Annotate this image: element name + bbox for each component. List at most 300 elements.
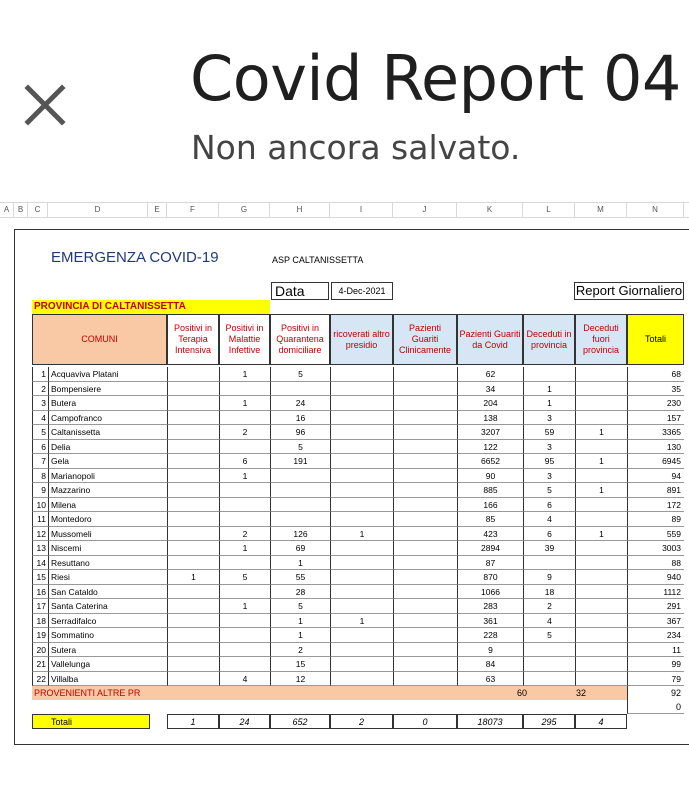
cell-i[interactable]	[330, 628, 393, 643]
column-header-h[interactable]: H	[270, 203, 330, 217]
total-terapia[interactable]: 1	[167, 714, 219, 729]
cell-k[interactable]: 138	[457, 411, 523, 426]
cell-l[interactable]	[523, 367, 575, 382]
cell-j[interactable]	[393, 541, 457, 556]
cell-g[interactable]: 1	[219, 469, 270, 484]
cell-j[interactable]	[393, 483, 457, 498]
cell-m[interactable]	[575, 585, 627, 600]
cell-n[interactable]: 17	[32, 599, 48, 614]
column-header-k[interactable]: K	[457, 203, 523, 217]
cell-i[interactable]	[330, 440, 393, 455]
cell-m[interactable]	[575, 570, 627, 585]
cell-n[interactable]: 18	[32, 614, 48, 629]
report-label[interactable]: Report Giornaliero	[575, 283, 683, 298]
total-deceduti-in[interactable]: 295	[523, 714, 575, 729]
cell-k[interactable]: 228	[457, 628, 523, 643]
cell-f[interactable]	[167, 541, 219, 556]
cell-i[interactable]	[330, 396, 393, 411]
cell-n[interactable]: 8	[32, 469, 48, 484]
cell-g[interactable]: 4	[219, 672, 270, 687]
header-deceduti-fuori[interactable]: Deceduti fuori provincia	[575, 314, 627, 365]
cell-t[interactable]: 559	[627, 527, 684, 542]
cell-m[interactable]	[575, 628, 627, 643]
cell-name[interactable]: Montedoro	[48, 512, 167, 527]
cell-i[interactable]: 1	[330, 527, 393, 542]
cell-f[interactable]	[167, 454, 219, 469]
cell-f[interactable]	[167, 643, 219, 658]
header-guariti-clinicamente[interactable]: Pazienti Guariti Clinicamente	[393, 314, 457, 365]
cell-m[interactable]: 1	[575, 527, 627, 542]
cell-f[interactable]	[167, 585, 219, 600]
cell-name[interactable]: Gela	[48, 454, 167, 469]
column-header-l[interactable]: L	[523, 203, 575, 217]
column-header-f[interactable]: F	[167, 203, 219, 217]
province-label[interactable]: PROVINCIA DI CALTANISSETTA	[32, 300, 270, 314]
cell-j[interactable]	[393, 411, 457, 426]
cell-name[interactable]: Campofranco	[48, 411, 167, 426]
total-malattie[interactable]: 24	[219, 714, 270, 729]
cell-k[interactable]: 90	[457, 469, 523, 484]
cell-k[interactable]: 870	[457, 570, 523, 585]
cell-n[interactable]: 11	[32, 512, 48, 527]
cell-n[interactable]: 6	[32, 440, 48, 455]
cell-t[interactable]: 130	[627, 440, 684, 455]
cell-l[interactable]	[523, 643, 575, 658]
cell-j[interactable]	[393, 599, 457, 614]
cell-k[interactable]: 204	[457, 396, 523, 411]
cell-f[interactable]	[167, 614, 219, 629]
cell-name[interactable]: Marianopoli	[48, 469, 167, 484]
cell-i[interactable]	[330, 367, 393, 382]
cell-h[interactable]: 12	[270, 672, 330, 687]
cell-j[interactable]	[393, 425, 457, 440]
cell-name[interactable]: Riesi	[48, 570, 167, 585]
cell-j[interactable]	[393, 628, 457, 643]
cell-l[interactable]: 9	[523, 570, 575, 585]
cell-m[interactable]	[575, 469, 627, 484]
header-comuni[interactable]: COMUNI	[32, 314, 167, 365]
cell-name[interactable]: Milena	[48, 498, 167, 513]
cell-h[interactable]: 5	[270, 599, 330, 614]
cell-m[interactable]	[575, 512, 627, 527]
cell-g[interactable]	[219, 512, 270, 527]
cell-f[interactable]	[167, 628, 219, 643]
cell-n[interactable]: 2	[32, 382, 48, 397]
cell-j[interactable]	[393, 614, 457, 629]
cell-j[interactable]	[393, 556, 457, 571]
cell-j[interactable]	[393, 454, 457, 469]
totals-label[interactable]: Totali	[32, 714, 150, 729]
header-quarantena[interactable]: Positivi in Quarantena domiciliare	[270, 314, 330, 365]
cell-i[interactable]	[330, 556, 393, 571]
cell-i[interactable]	[330, 599, 393, 614]
cell-k[interactable]: 87	[457, 556, 523, 571]
cell-h[interactable]: 96	[270, 425, 330, 440]
cell-h[interactable]: 1	[270, 556, 330, 571]
cell-i[interactable]	[330, 585, 393, 600]
cell-g[interactable]: 1	[219, 396, 270, 411]
header-terapia[interactable]: Positivi in Terapia Intensiva	[167, 314, 219, 365]
table-row	[32, 396, 684, 411]
cell-m[interactable]	[575, 411, 627, 426]
cell-m[interactable]	[575, 599, 627, 614]
cell-name[interactable]: Mussomeli	[48, 527, 167, 542]
cell-j[interactable]	[393, 396, 457, 411]
cell-h[interactable]: 15	[270, 657, 330, 672]
cell-t[interactable]: 291	[627, 599, 684, 614]
cell-f[interactable]	[167, 411, 219, 426]
cell-f[interactable]	[167, 425, 219, 440]
cell-j[interactable]	[393, 382, 457, 397]
table-row	[32, 512, 684, 527]
cell-m[interactable]	[575, 556, 627, 571]
cell-h[interactable]: 5	[270, 367, 330, 382]
table-row	[32, 628, 684, 643]
cell-f[interactable]: 1	[167, 570, 219, 585]
cell-k[interactable]: 1066	[457, 585, 523, 600]
cell-j[interactable]	[393, 672, 457, 687]
cell-i[interactable]	[330, 570, 393, 585]
cell-j[interactable]	[393, 527, 457, 542]
cell-m[interactable]	[575, 672, 627, 687]
cell-n[interactable]: 9	[32, 483, 48, 498]
cell-n[interactable]: 14	[32, 556, 48, 571]
table-row	[32, 585, 684, 600]
cell-name[interactable]: Bompensiere	[48, 382, 167, 397]
cell-t[interactable]: 367	[627, 614, 684, 629]
cell-f[interactable]	[167, 657, 219, 672]
cell-h[interactable]: 1	[270, 628, 330, 643]
cell-l[interactable]: 1	[523, 396, 575, 411]
cell-l[interactable]: 39	[523, 541, 575, 556]
cell-i[interactable]	[330, 512, 393, 527]
cell-i[interactable]	[330, 454, 393, 469]
header-deceduti-in[interactable]: Deceduti in provincia	[523, 314, 575, 365]
cell-f[interactable]	[167, 556, 219, 571]
provenienti-row[interactable]	[32, 686, 627, 700]
table-row	[32, 411, 684, 426]
cell-f[interactable]	[167, 396, 219, 411]
cell-t[interactable]: 68	[627, 367, 684, 382]
column-header-i[interactable]: I	[330, 203, 393, 217]
cell-n[interactable]: 5	[32, 425, 48, 440]
cell-m[interactable]: 1	[575, 425, 627, 440]
cell-f[interactable]	[167, 367, 219, 382]
emergency-title: EMERGENZA COVID-19	[51, 249, 219, 266]
cell-l[interactable]: 59	[523, 425, 575, 440]
cell-h[interactable]	[270, 483, 330, 498]
cell-m[interactable]: 1	[575, 483, 627, 498]
cell-g[interactable]	[219, 498, 270, 513]
cell-k[interactable]: 84	[457, 657, 523, 672]
cell-h[interactable]: 24	[270, 396, 330, 411]
cell-name[interactable]: Sommatino	[48, 628, 167, 643]
cell-k[interactable]: 63	[457, 672, 523, 687]
cell-f[interactable]	[167, 483, 219, 498]
cell-name[interactable]: Caltanissetta	[48, 425, 167, 440]
cell-f[interactable]	[167, 498, 219, 513]
cell-l[interactable]	[523, 672, 575, 687]
cell-name[interactable]: Serradifalco	[48, 614, 167, 629]
cell-n[interactable]: 10	[32, 498, 48, 513]
header-ricoverati[interactable]: ricoverati altro presidio	[330, 314, 393, 365]
cell-f[interactable]	[167, 469, 219, 484]
cell-l[interactable]	[523, 556, 575, 571]
cell-k[interactable]: 9	[457, 643, 523, 658]
column-header-c[interactable]: C	[28, 203, 48, 217]
table-row	[32, 657, 684, 672]
cell-h[interactable]: 16	[270, 411, 330, 426]
cell-j[interactable]	[393, 585, 457, 600]
cell-k[interactable]: 885	[457, 483, 523, 498]
cell-g[interactable]	[219, 585, 270, 600]
cell-i[interactable]	[330, 411, 393, 426]
cell-i[interactable]	[330, 672, 393, 687]
cell-i[interactable]: 1	[330, 614, 393, 629]
cell-n[interactable]: 1	[32, 367, 48, 382]
cell-t[interactable]: 89	[627, 512, 684, 527]
cell-k[interactable]: 6652	[457, 454, 523, 469]
cell-f[interactable]	[167, 599, 219, 614]
cell-h[interactable]: 1	[270, 614, 330, 629]
cell-j[interactable]	[393, 469, 457, 484]
table-row	[32, 454, 684, 469]
cell-h[interactable]: 28	[270, 585, 330, 600]
cell-n[interactable]: 19	[32, 628, 48, 643]
table-row	[32, 498, 684, 513]
cell-j[interactable]	[393, 440, 457, 455]
cell-name[interactable]: Acquaviva Platani	[48, 367, 167, 382]
cell-t[interactable]: 172	[627, 498, 684, 513]
cell-g[interactable]: 5	[219, 570, 270, 585]
cell-k[interactable]: 3207	[457, 425, 523, 440]
cell-i[interactable]	[330, 657, 393, 672]
cell-l[interactable]: 2	[523, 599, 575, 614]
table-row	[32, 643, 684, 658]
cell-l[interactable]	[523, 657, 575, 672]
cell-j[interactable]	[393, 643, 457, 658]
cell-g[interactable]: 1	[219, 367, 270, 382]
cell-g[interactable]	[219, 382, 270, 397]
cell-g[interactable]	[219, 483, 270, 498]
cell-t[interactable]: 3003	[627, 541, 684, 556]
cell-k[interactable]: 62	[457, 367, 523, 382]
column-headers	[0, 202, 689, 218]
cell-n[interactable]: 22	[32, 672, 48, 687]
cell-m[interactable]: 1	[575, 454, 627, 469]
provenienti-deceduti: 32	[575, 688, 586, 698]
cell-h[interactable]	[270, 498, 330, 513]
column-header-a[interactable]: A	[0, 203, 14, 217]
cell-k[interactable]: 283	[457, 599, 523, 614]
cell-n[interactable]: 21	[32, 657, 48, 672]
cell-g[interactable]: 6	[219, 454, 270, 469]
cell-h[interactable]: 69	[270, 541, 330, 556]
cell-l[interactable]: 3	[523, 469, 575, 484]
cell-l[interactable]: 6	[523, 527, 575, 542]
close-button[interactable]	[14, 74, 76, 136]
cell-m[interactable]	[575, 614, 627, 629]
column-header-g[interactable]: G	[219, 203, 270, 217]
cell-t[interactable]: 94	[627, 469, 684, 484]
cell-i[interactable]	[330, 643, 393, 658]
cell-m[interactable]	[575, 396, 627, 411]
cell-n[interactable]: 20	[32, 643, 48, 658]
cell-i[interactable]	[330, 483, 393, 498]
header-guariti[interactable]: Pazienti Guariti da Covid	[457, 314, 523, 365]
date-label[interactable]: Data	[271, 282, 329, 300]
cell-m[interactable]	[575, 498, 627, 513]
save-status: Non ancora salvato.	[191, 128, 521, 167]
cell-name[interactable]: Butera	[48, 396, 167, 411]
column-header-b[interactable]: B	[14, 203, 28, 217]
cell-name[interactable]: Resuttano	[48, 556, 167, 571]
column-header-d[interactable]: D	[48, 203, 148, 217]
cell-j[interactable]	[393, 657, 457, 672]
header-totali[interactable]: Totali	[627, 314, 684, 365]
cell-f[interactable]	[167, 440, 219, 455]
cell-j[interactable]	[393, 498, 457, 513]
cell-g[interactable]: 2	[219, 425, 270, 440]
cell-m[interactable]	[575, 440, 627, 455]
cell-h[interactable]: 55	[270, 570, 330, 585]
cell-k[interactable]: 2894	[457, 541, 523, 556]
cell-g[interactable]	[219, 440, 270, 455]
provenienti-total[interactable]: 92	[627, 686, 684, 700]
cell-t[interactable]: 3365	[627, 425, 684, 440]
cell-t[interactable]: 35	[627, 382, 684, 397]
total-guariti-clinicamente[interactable]: 0	[393, 714, 457, 729]
cell-l[interactable]: 3	[523, 411, 575, 426]
cell-i[interactable]	[330, 425, 393, 440]
cell-t[interactable]: 891	[627, 483, 684, 498]
cell-k[interactable]: 85	[457, 512, 523, 527]
cell-t[interactable]: 234	[627, 628, 684, 643]
cell-name[interactable]: Niscemi	[48, 541, 167, 556]
cell-g[interactable]	[219, 657, 270, 672]
cell-h[interactable]	[270, 469, 330, 484]
cell-f[interactable]	[167, 512, 219, 527]
column-header-m[interactable]: M	[575, 203, 627, 217]
total-guariti[interactable]: 18073	[457, 714, 523, 729]
cell-n[interactable]: 15	[32, 570, 48, 585]
column-header-n[interactable]: N	[627, 203, 684, 217]
cell-n[interactable]: 4	[32, 411, 48, 426]
cell-h[interactable]: 191	[270, 454, 330, 469]
cell-h[interactable]	[270, 512, 330, 527]
cell-g[interactable]	[219, 556, 270, 571]
cell-name[interactable]: Santa Caterina	[48, 599, 167, 614]
cell-l[interactable]: 1	[523, 382, 575, 397]
date-value[interactable]: 4-Dec-2021	[331, 282, 393, 300]
total-ricoverati[interactable]: 2	[330, 714, 393, 729]
extra-total[interactable]: 0	[627, 700, 684, 714]
cell-name[interactable]: San Cataldo	[48, 585, 167, 600]
cell-n[interactable]: 13	[32, 541, 48, 556]
cell-l[interactable]: 5	[523, 483, 575, 498]
cell-h[interactable]	[270, 382, 330, 397]
asp-label: ASP CALTANISSETTA	[272, 255, 364, 265]
cell-l[interactable]: 4	[523, 614, 575, 629]
cell-name[interactable]: Villalba	[48, 672, 167, 687]
cell-l[interactable]: 6	[523, 498, 575, 513]
cell-g[interactable]: 2	[219, 527, 270, 542]
cell-n[interactable]: 7	[32, 454, 48, 469]
cell-j[interactable]	[393, 512, 457, 527]
cell-n[interactable]: 3	[32, 396, 48, 411]
cell-l[interactable]: 3	[523, 440, 575, 455]
cell-t[interactable]: 230	[627, 396, 684, 411]
cell-t[interactable]: 157	[627, 411, 684, 426]
cell-f[interactable]	[167, 527, 219, 542]
cell-name[interactable]: Mazzarino	[48, 483, 167, 498]
cell-m[interactable]	[575, 367, 627, 382]
header-malattie[interactable]: Positivi in Malattie Infettive	[219, 314, 270, 365]
cell-f[interactable]	[167, 672, 219, 687]
cell-h[interactable]: 126	[270, 527, 330, 542]
cell-name[interactable]: Sutera	[48, 643, 167, 658]
column-header-e[interactable]: E	[148, 203, 167, 217]
cell-t[interactable]: 1112	[627, 585, 684, 600]
total-deceduti-fuori[interactable]: 4	[575, 714, 627, 729]
table-row	[32, 614, 684, 629]
cell-t[interactable]: 940	[627, 570, 684, 585]
cell-k[interactable]: 166	[457, 498, 523, 513]
cell-g[interactable]	[219, 643, 270, 658]
cell-n[interactable]: 16	[32, 585, 48, 600]
cell-t[interactable]: 79	[627, 672, 684, 687]
cell-name[interactable]: Delia	[48, 440, 167, 455]
cell-i[interactable]	[330, 498, 393, 513]
cell-t[interactable]: 11	[627, 643, 684, 658]
cell-t[interactable]: 99	[627, 657, 684, 672]
column-header-j[interactable]: J	[393, 203, 457, 217]
cell-g[interactable]: 1	[219, 541, 270, 556]
cell-l[interactable]: 18	[523, 585, 575, 600]
cell-j[interactable]	[393, 570, 457, 585]
cell-g[interactable]	[219, 411, 270, 426]
cell-l[interactable]: 5	[523, 628, 575, 643]
cell-name[interactable]: Vallelunga	[48, 657, 167, 672]
cell-g[interactable]	[219, 614, 270, 629]
cell-h[interactable]: 5	[270, 440, 330, 455]
cell-f[interactable]	[167, 382, 219, 397]
cell-t[interactable]: 88	[627, 556, 684, 571]
cell-j[interactable]	[393, 367, 457, 382]
cell-g[interactable]: 1	[219, 599, 270, 614]
cell-m[interactable]	[575, 643, 627, 658]
cell-i[interactable]	[330, 469, 393, 484]
total-quarantena[interactable]: 652	[270, 714, 330, 729]
cell-k[interactable]: 122	[457, 440, 523, 455]
cell-m[interactable]	[575, 657, 627, 672]
table-row	[32, 570, 684, 585]
cell-i[interactable]	[330, 541, 393, 556]
table-row	[32, 527, 684, 542]
cell-k[interactable]: 361	[457, 614, 523, 629]
cell-l[interactable]: 4	[523, 512, 575, 527]
cell-t[interactable]: 6945	[627, 454, 684, 469]
cell-m[interactable]	[575, 382, 627, 397]
cell-i[interactable]	[330, 382, 393, 397]
cell-k[interactable]: 34	[457, 382, 523, 397]
cell-h[interactable]: 2	[270, 643, 330, 658]
cell-l[interactable]: 95	[523, 454, 575, 469]
cell-m[interactable]	[575, 541, 627, 556]
cell-k[interactable]: 423	[457, 527, 523, 542]
cell-g[interactable]	[219, 628, 270, 643]
cell-n[interactable]: 12	[32, 527, 48, 542]
